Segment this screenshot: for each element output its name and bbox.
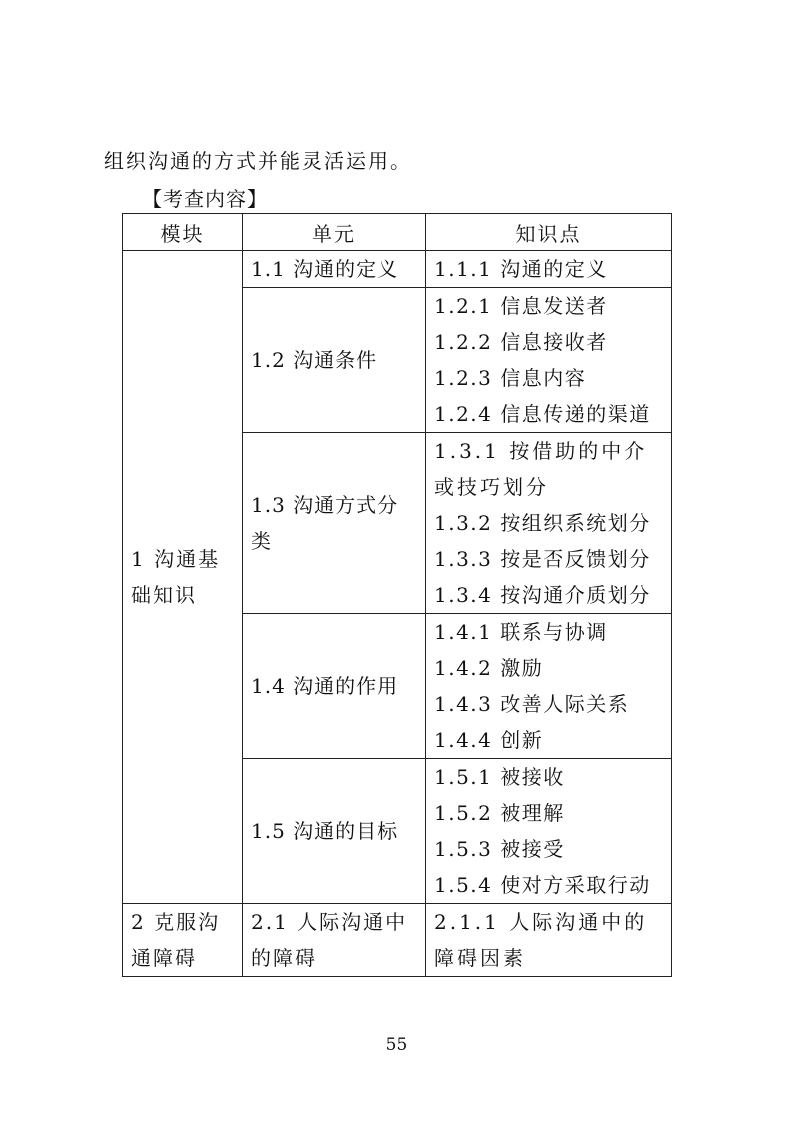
- module-cell-1: 1 沟通基础知识: [123, 251, 243, 904]
- knowledge-point: 1.2.4 信息传递的渠道: [434, 402, 651, 426]
- knowledge-cell: [426, 904, 672, 977]
- knowledge-point: 1.4.3 改善人际关系: [434, 692, 630, 716]
- page-number: 55: [385, 1035, 408, 1055]
- knowledge-point: 1.2.3 信息内容: [434, 366, 587, 390]
- intro-text: 组织沟通的方式并能灵活运用。: [104, 149, 412, 173]
- unit-cell: 1.2 沟通条件: [243, 288, 426, 433]
- knowledge-point: 1.5.3 被接受: [434, 837, 565, 861]
- knowledge-cell: [426, 251, 672, 288]
- table-header-row: [123, 214, 672, 251]
- knowledge-point: 1.5.4 使对方采取行动: [434, 873, 651, 897]
- knowledge-point: 2.1.1 人际沟通中的障碍因素: [434, 910, 648, 970]
- knowledge-point: 1.3.1 按借助的中介或技巧划分: [434, 439, 648, 499]
- unit-cell: 1.1 沟通的定义: [243, 251, 426, 288]
- syllabus-table: [122, 213, 672, 977]
- unit-cell: 2.1 人际沟通中的障碍: [243, 904, 426, 977]
- knowledge-point: 1.3.3 按是否反馈划分: [434, 547, 651, 571]
- knowledge-point: 1.1.1 沟通的定义: [434, 257, 608, 281]
- header-module: 模块: [123, 214, 243, 251]
- table-row: [123, 251, 672, 288]
- knowledge-point: 1.4.1 联系与协调: [434, 620, 608, 644]
- section-title: 【考查内容】: [142, 187, 268, 211]
- knowledge-cell: [426, 433, 672, 614]
- knowledge-point: 1.2.1 信息发送者: [434, 294, 608, 318]
- unit-cell: 1.5 沟通的目标: [243, 759, 426, 904]
- module-cell-2: 2 克服沟通障碍: [123, 904, 243, 977]
- table-row: [123, 904, 672, 977]
- knowledge-point: 1.2.2 信息接收者: [434, 330, 608, 354]
- knowledge-point: 1.3.2 按组织系统划分: [434, 511, 651, 535]
- header-unit: 单元: [243, 214, 426, 251]
- unit-cell: 1.4 沟通的作用: [243, 614, 426, 759]
- knowledge-point: 1.4.2 激励: [434, 656, 544, 680]
- knowledge-point: 1.4.4 创新: [434, 728, 544, 752]
- knowledge-cell: [426, 759, 672, 904]
- unit-cell: 1.3 沟通方式分类: [243, 433, 426, 614]
- knowledge-cell: [426, 288, 672, 433]
- header-knowledge: 知识点: [426, 214, 672, 251]
- knowledge-cell: [426, 614, 672, 759]
- knowledge-point: 1.5.1 被接收: [434, 765, 565, 789]
- knowledge-point: 1.3.4 按沟通介质划分: [434, 583, 651, 607]
- knowledge-point: 1.5.2 被理解: [434, 801, 565, 825]
